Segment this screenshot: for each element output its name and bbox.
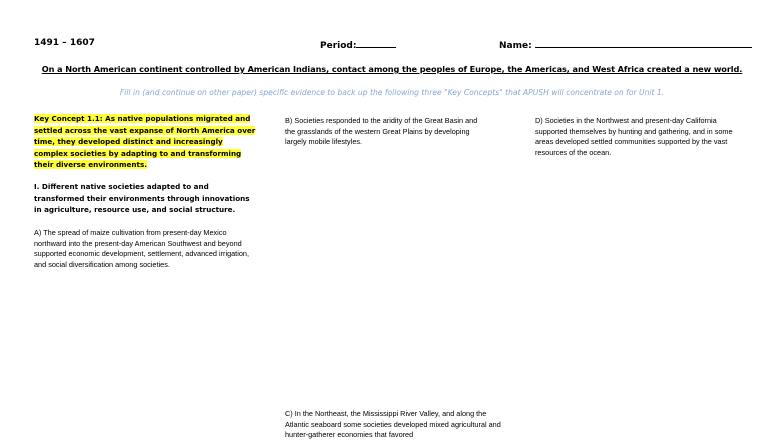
- point-c: C) In the Northeast, the Mississippi River Valley, and along the Atlantic seaboard some societies developed mixed agricultural and hunter-gatherer economies that favored: [285, 409, 501, 439]
- section-i: I. Different native societies adapted to and transformed their environments through innovations in agriculture, resource use, and social structure.: [34, 182, 250, 214]
- instructions: Fill in (and continue on other paper) specific evidence to back up the following three "Key Concepts" that APUSH will concentrate on for Unit 1.: [119, 88, 665, 97]
- name-label: Name:: [499, 41, 532, 51]
- period-label: Period:: [320, 41, 357, 51]
- point-b: B) Societies responded to the aridity of the Great Basin and the grasslands of the western Great Plains by developing largely mobile lifestyles.: [285, 116, 478, 146]
- period-blank-line[interactable]: [356, 38, 396, 48]
- key-concept: [34, 113, 256, 171]
- point-a: A) The spread of maize cultivation from present-day Mexico northward into the present-day American Southwest and beyond supported economic development, settlement, advanced irrigation, and social diversification among societies.: [34, 228, 249, 269]
- unit-subtitle: On a North American continent controlled by American Indians, contact among the peoples of Europe, the Americas, and West Africa created a new world.: [41, 64, 743, 74]
- name-blank-line[interactable]: [535, 38, 752, 48]
- name-field: [499, 38, 752, 52]
- period-field: [320, 38, 396, 52]
- key-concept-text: Key Concept 1.1: As native populations migrated and settled across the vast expanse of North America over time, they developed distinct and increasingly complex societies by adapting to and transforming their diverse environments.: [34, 114, 256, 169]
- date-range: 1491 – 1607: [34, 38, 95, 48]
- point-d: D) Societies in the Northwest and present-day California supported themselves by hunting and gathering, and in some areas developed settled communities supported by the vast resources of the ocean.: [535, 116, 733, 157]
